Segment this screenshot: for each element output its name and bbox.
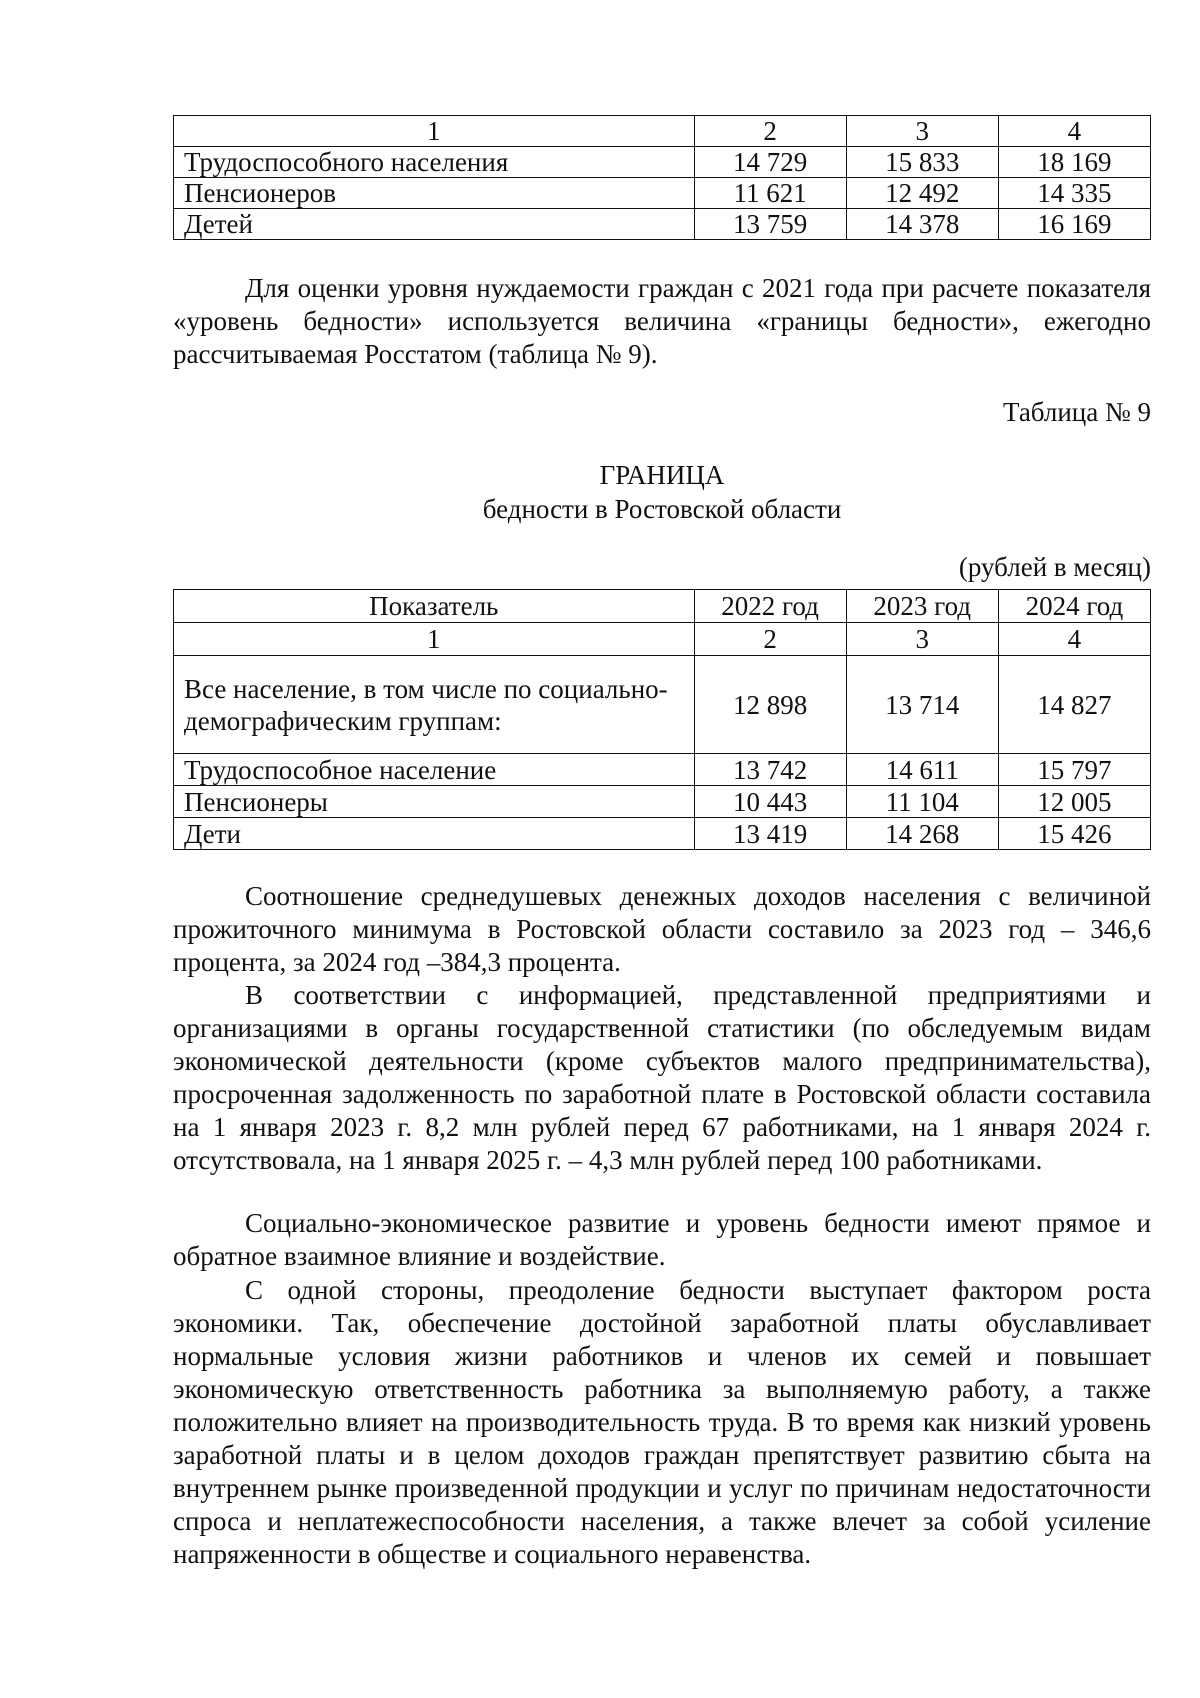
table-cell: 13 419 bbox=[694, 818, 846, 850]
table-cell: 14 827 bbox=[998, 656, 1150, 754]
table-title: ГРАНИЦА bbox=[599, 460, 725, 490]
previous-table bbox=[173, 115, 1151, 240]
table-cell: 14 268 bbox=[846, 818, 998, 850]
row-label: Дети bbox=[174, 818, 695, 850]
column-number: 2 bbox=[694, 623, 846, 656]
row-label: Детей bbox=[174, 209, 695, 240]
table-cell: 11 104 bbox=[846, 786, 998, 818]
column-header: 2024 год bbox=[998, 590, 1150, 623]
row-label: Трудоспособного населения bbox=[174, 147, 695, 178]
table-row bbox=[174, 786, 1151, 818]
table-cell: 12 492 bbox=[846, 178, 998, 209]
table-row bbox=[174, 818, 1151, 850]
table-label: Таблица № 9 bbox=[1003, 397, 1151, 427]
table-cell: 13 759 bbox=[694, 209, 846, 240]
table-cell: 12 898 bbox=[694, 656, 846, 754]
column-number: 1 bbox=[174, 116, 695, 147]
table-cell: 13 714 bbox=[846, 656, 998, 754]
column-number: 1 bbox=[174, 623, 695, 656]
table-row bbox=[174, 209, 1151, 240]
row-label: Пенсионеров bbox=[174, 178, 695, 209]
poverty-threshold-table bbox=[173, 589, 1151, 850]
table-numbering-row bbox=[174, 623, 1151, 656]
paragraph-income-ratio: Соотношение среднедушевых денежных доходов населения с величиной прожиточного минимума в Ростовской области составило за 2023 год – 346,6 процента, за 2024 год –384,3 процента. bbox=[173, 881, 1151, 977]
paragraph-economic-growth: С одной стороны, преодоление бедности выступает фактором роста экономики. Так, обеспечение достойной заработной платы обуславливает нормальные условия жизни работников и членов их семей и повышает экономическую ответственность работника за выполняемую работу, а также положительно влияет на производительность труда. В то время как низкий уровень заработной платы и в целом доходов граждан препятствует развитию сбыта на внутреннем рынке произведенной продукции и услуг по причинам недостаточности спроса и неплатежеспособности населения, а также влечет за собой усиление напряженности в обществе и социального неравенства. bbox=[173, 1275, 1151, 1569]
column-number: 3 bbox=[846, 116, 998, 147]
table-header-row bbox=[174, 116, 1151, 147]
table-cell: 11 621 bbox=[694, 178, 846, 209]
table-cell: 18 169 bbox=[998, 147, 1150, 178]
table-subtitle: бедности в Ростовской области bbox=[482, 494, 842, 524]
table-row bbox=[174, 656, 1151, 754]
table-row bbox=[174, 178, 1151, 209]
table-cell: 10 443 bbox=[694, 786, 846, 818]
column-number: 3 bbox=[846, 623, 998, 656]
paragraph-mutual-influence: Социально-экономическое развитие и уровень бедности имеют прямое и обратное взаимное влияние и воздействие. bbox=[173, 1208, 1151, 1271]
table-cell: 15 833 bbox=[846, 147, 998, 178]
table-cell: 14 378 bbox=[846, 209, 998, 240]
column-header: 2022 год bbox=[694, 590, 846, 623]
column-header: Показатель bbox=[174, 590, 695, 623]
table-cell: 14 611 bbox=[846, 754, 998, 786]
column-header: 2023 год bbox=[846, 590, 998, 623]
column-number: 4 bbox=[998, 623, 1150, 656]
table-unit: (рублей в месяц) bbox=[958, 552, 1151, 582]
column-number: 2 bbox=[694, 116, 846, 147]
row-label: Трудоспособное население bbox=[174, 754, 695, 786]
row-label: Все население, в том числе по социально-демографическим группам: bbox=[174, 656, 695, 754]
paragraph-wage-arrears: В соответствии с информацией, представленной предприятиями и организациями в органы государственной статистики (по обследуемым видам экономической деятельности (кроме субъектов малого предпринимательства), просроченная задолженность по заработной плате в Ростовской области составила на 1 января 2023 г. 8,2 млн рублей перед 67 работниками, на 1 января 2024 г. отсутствовала, на 1 января 2025 г. – 4,3 млн рублей перед 100 работниками. bbox=[173, 980, 1151, 1175]
table-cell: 14 335 bbox=[998, 178, 1150, 209]
row-label: Пенсионеры bbox=[174, 786, 695, 818]
column-number: 4 bbox=[998, 116, 1150, 147]
table-cell: 16 169 bbox=[998, 209, 1150, 240]
table-row bbox=[174, 754, 1151, 786]
table-cell: 14 729 bbox=[694, 147, 846, 178]
table-cell: 15 797 bbox=[998, 754, 1150, 786]
table-cell: 13 742 bbox=[694, 754, 846, 786]
table-cell: 15 426 bbox=[998, 818, 1150, 850]
paragraph-poverty-threshold: Для оценки уровня нуждаемости граждан с 2021 года при расчете показателя «уровень бедности» используется величина «границы бедности», ежегодно рассчитываемая Росстатом (таблица № 9). bbox=[173, 273, 1151, 369]
table-header-row bbox=[174, 590, 1151, 623]
table-cell: 12 005 bbox=[998, 786, 1150, 818]
table-row bbox=[174, 147, 1151, 178]
